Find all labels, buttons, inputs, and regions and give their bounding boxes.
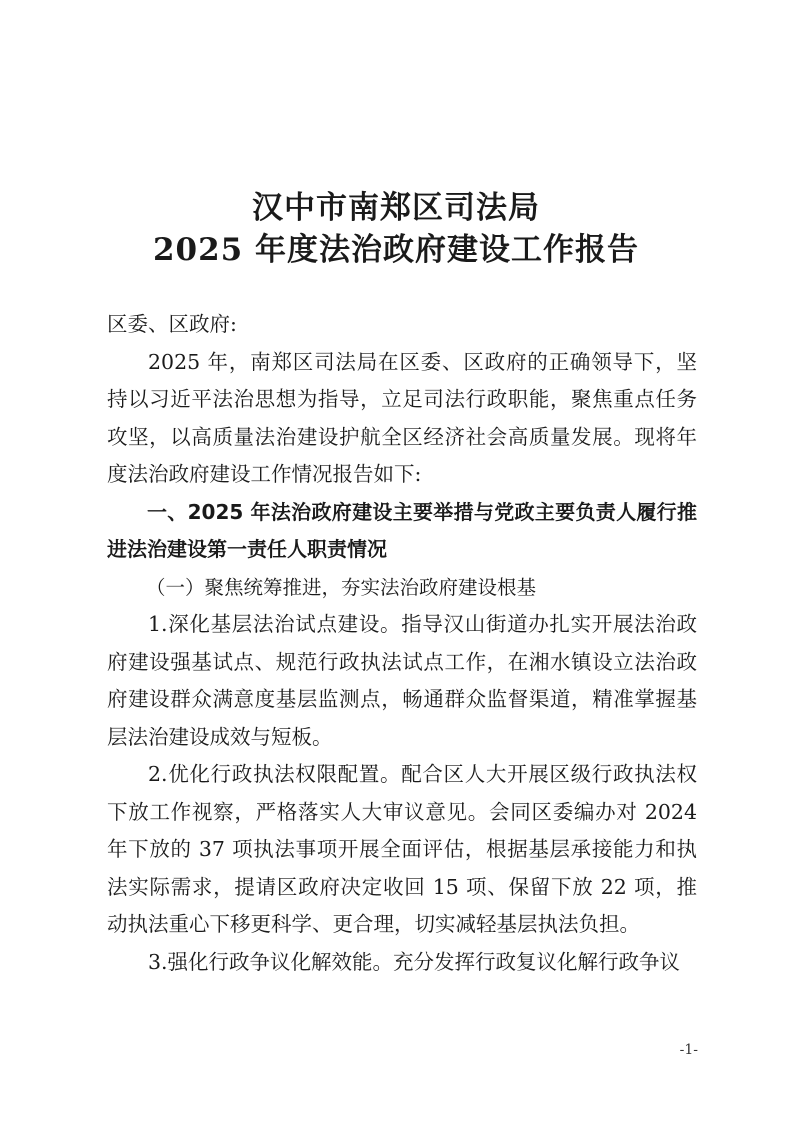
- document-title-line2: 2025 年度法治政府建设工作报告: [152, 232, 640, 268]
- subsection-heading: （一）聚焦统筹推进，夯实法治政府建设根基: [146, 575, 537, 599]
- page-number: -1-: [679, 1042, 698, 1058]
- section-heading: 一、2025 年法治政府建设主要举措与党政主要负责人履行推进法治建设第一责任人职责情况: [107, 499, 697, 561]
- paragraph-item-2: 2.优化行政执法权限配置。配合区人大开展区级行政执法权下放工作视察，严格落实人大审议意见。会同区委编办对 2024 年下放的 37 项执法事项开展全面评估，根据基层承接能力和执法实际需求，提请区政府决定收回 15 项、保留下放 22 项，推动执法重心下移更科学、更合理，切实减轻基层执法负担。: [107, 762, 697, 936]
- document-title-line1: 汉中市南郑区司法局: [252, 190, 540, 226]
- paragraph-item-1: 1.深化基层法治试点建设。指导汉山街道办扎实开展法治政府建设强基试点、规范行政执法试点工作，在湘水镇设立法治政府建设群众满意度基层监测点，畅通群众监督渠道，精准掌握基层法治建设成效与短板。: [107, 612, 697, 749]
- paragraph-item-3: 3.强化行政争议化解效能。充分发挥行政复议化解行政争议: [148, 949, 681, 974]
- document-body: [107, 306, 697, 981]
- intro-paragraph: 2025 年，南郑区司法局在区委、区政府的正确领导下，坚持以习近平法治思想为指导，立足司法行政职能，聚焦重点任务攻坚，以高质量法治建设护航全区经济社会高质量发展。现将年度法治政府建设工作情况报告如下:: [107, 349, 697, 486]
- salutation: 区委、区政府:: [107, 312, 237, 336]
